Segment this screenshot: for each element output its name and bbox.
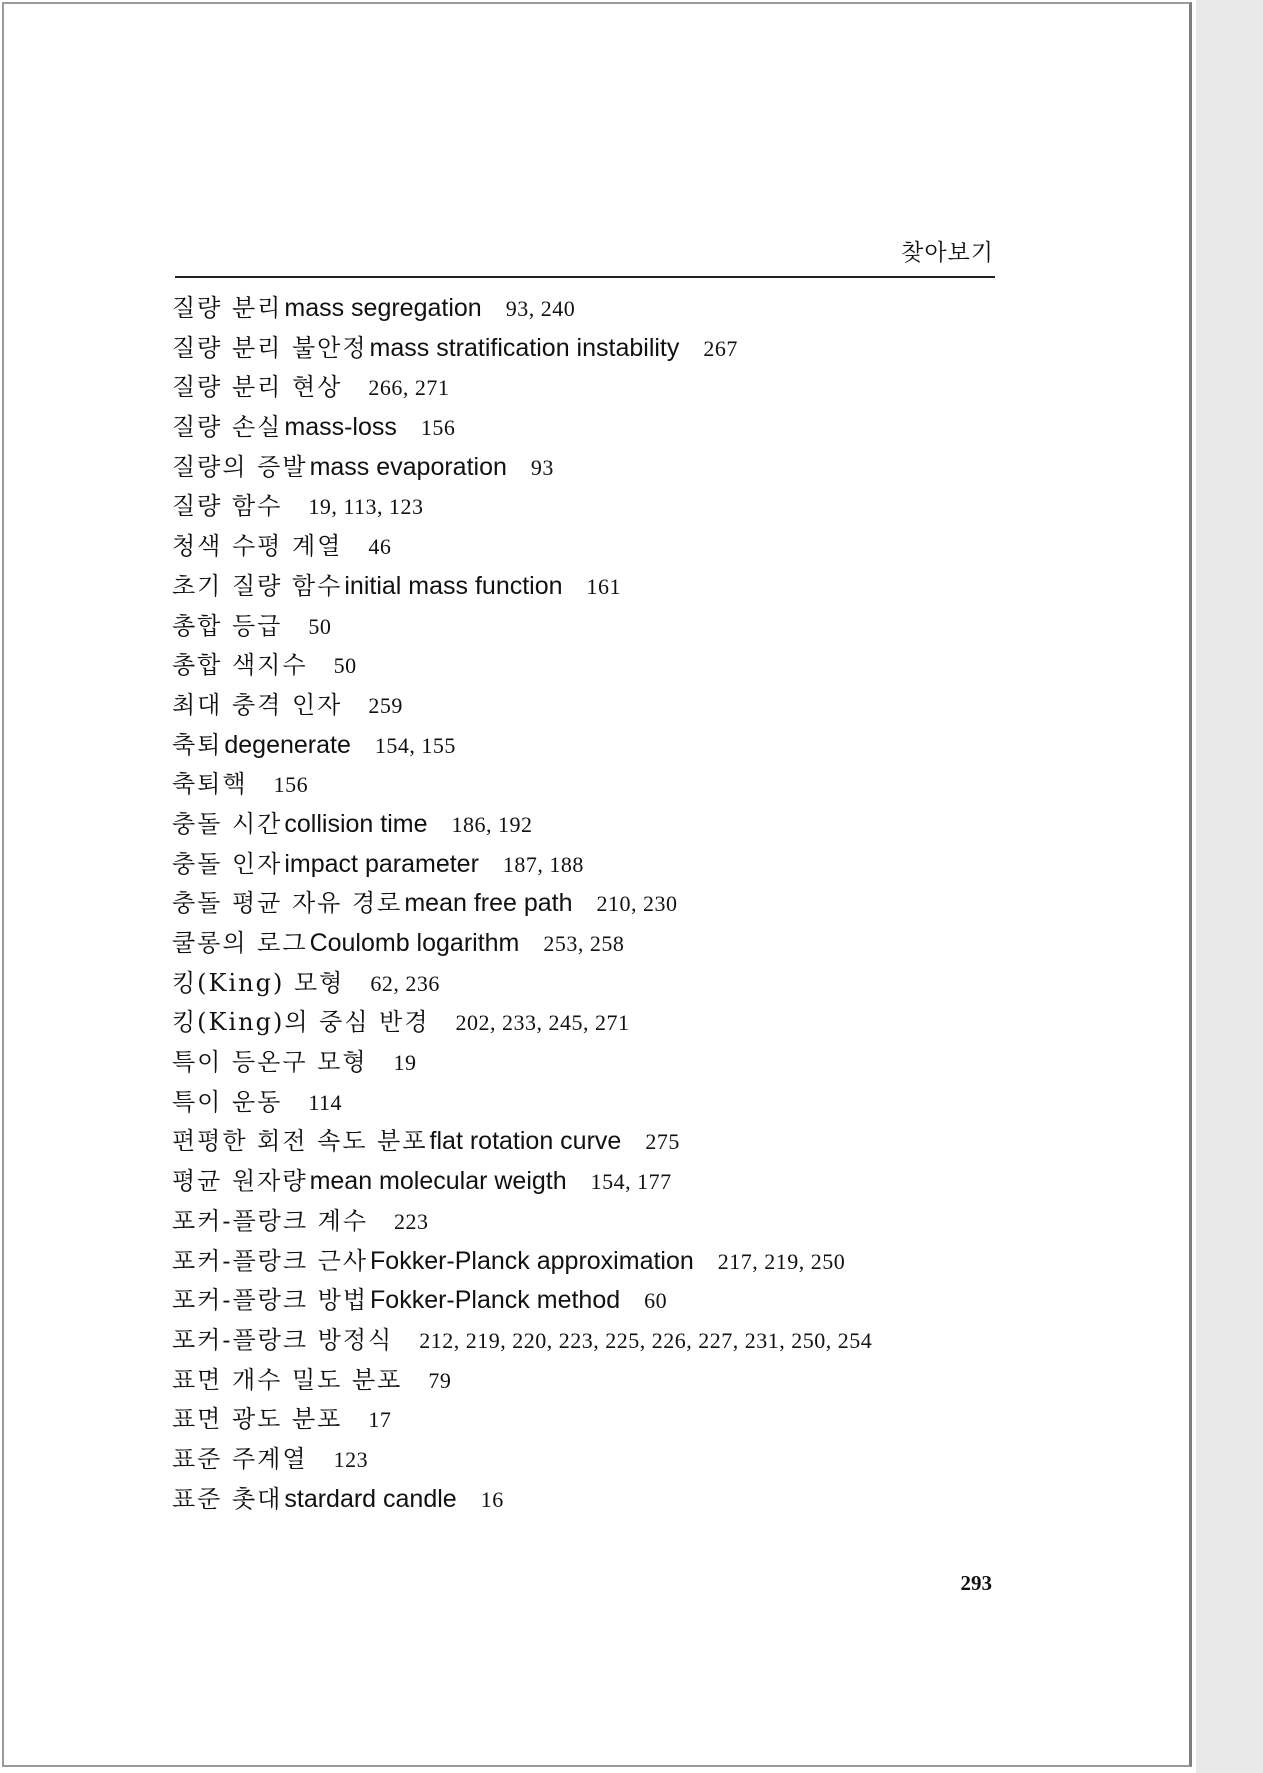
entry-korean-term: 충돌 인자 xyxy=(172,849,283,878)
entry-english-term: collision time xyxy=(284,809,428,838)
entry-korean-term: 축퇴 xyxy=(172,730,223,759)
entry-english-term: degenerate xyxy=(224,730,351,759)
entry-page-refs: 212, 219, 220, 223, 225, 226, 227, 231, 250, 254 xyxy=(419,1327,873,1353)
index-entry xyxy=(172,845,1002,885)
entry-page-refs: 253, 258 xyxy=(543,931,625,956)
entry-korean-term: 충돌 평균 자유 경로 xyxy=(172,889,403,918)
entry-page-refs: 156 xyxy=(420,415,456,441)
entry-page-refs: 114 xyxy=(308,1089,343,1115)
index-entry xyxy=(172,964,1002,1004)
entry-english-term: impact parameter xyxy=(284,849,479,878)
entry-english-term: mean free path xyxy=(404,889,573,918)
entry-page-refs: 223 xyxy=(394,1208,429,1234)
index-entry xyxy=(172,884,1002,924)
entry-korean-term: 질량 손실 xyxy=(172,413,283,442)
entry-korean-term: 포커-플랑크 방법 xyxy=(172,1286,369,1315)
entry-page-refs: 186, 192 xyxy=(451,811,533,837)
entry-page-refs: 275 xyxy=(645,1129,680,1155)
entry-page-refs: 217, 219, 250 xyxy=(717,1248,846,1274)
entry-korean-term: 특이 등온구 모형 xyxy=(172,1048,368,1077)
entry-korean-term: 최대 충격 인자 xyxy=(172,690,343,719)
index-entry xyxy=(172,686,1002,726)
index-entry xyxy=(172,1400,1002,1440)
index-entry xyxy=(172,765,1002,805)
entry-korean-term: 총합 등급 xyxy=(172,611,283,640)
index-entry xyxy=(172,1122,1002,1162)
index-entry xyxy=(172,289,1002,329)
index-list xyxy=(172,289,1002,1519)
index-entry xyxy=(172,1242,1002,1282)
entry-page-refs: 50 xyxy=(308,613,332,639)
entry-english-term: Coulomb logarithm xyxy=(309,929,520,957)
entry-page-refs: 156 xyxy=(273,772,309,798)
entry-english-term: Fokker-Planck method xyxy=(370,1286,621,1315)
entry-page-refs: 19, 113, 123 xyxy=(308,494,424,520)
entry-page-refs: 154, 177 xyxy=(590,1169,672,1195)
entry-page-refs: 93 xyxy=(530,454,554,480)
entry-english-term: mean molecular weigth xyxy=(309,1167,567,1196)
index-entry xyxy=(172,607,1002,647)
entry-korean-term: 총합 색지수 xyxy=(172,651,308,680)
entry-page-refs: 79 xyxy=(428,1367,452,1393)
entry-page-refs: 17 xyxy=(368,1407,392,1433)
index-entry xyxy=(172,567,1002,607)
entry-english-term: mass-loss xyxy=(284,413,397,442)
entry-korean-term: 초기 질량 함수 xyxy=(172,571,343,600)
entry-korean-term: 편평한 회전 속도 분포 xyxy=(172,1127,428,1156)
entry-korean-term: 청색 수평 계열 xyxy=(172,532,343,561)
entry-korean-term: 킹(King) 모형 xyxy=(172,968,345,997)
index-entry xyxy=(172,329,1002,369)
entry-page-refs: 46 xyxy=(368,534,392,560)
entry-korean-term: 표면 광도 분포 xyxy=(172,1405,343,1434)
entry-korean-term: 질량 분리 xyxy=(172,294,283,322)
entry-korean-term: 특이 운동 xyxy=(172,1087,283,1116)
entry-korean-term: 충돌 시간 xyxy=(172,809,283,838)
entry-page-refs: 50 xyxy=(333,653,357,679)
index-entry xyxy=(172,1321,1002,1361)
index-entry xyxy=(172,1202,1002,1242)
index-entry xyxy=(172,1480,1002,1520)
index-entry xyxy=(172,1361,1002,1401)
entry-page-refs: 19 xyxy=(393,1050,417,1076)
header-rule xyxy=(175,276,995,278)
entry-korean-term: 평균 원자량 xyxy=(172,1167,308,1196)
entry-english-term: initial mass function xyxy=(344,571,563,600)
entry-page-refs: 123 xyxy=(333,1446,369,1472)
viewer-gutter xyxy=(1196,0,1263,1773)
index-entry xyxy=(172,1440,1002,1480)
entry-korean-term: 질량 분리 불안정 xyxy=(172,333,368,362)
entry-page-refs: 202, 233, 245, 271 xyxy=(455,1010,630,1036)
entry-korean-term: 쿨롱의 로그 xyxy=(172,929,308,957)
entry-korean-term: 표면 개수 밀도 분포 xyxy=(172,1365,403,1394)
index-entry xyxy=(172,1003,1002,1043)
index-entry xyxy=(172,448,1002,488)
entry-page-refs: 16 xyxy=(480,1486,504,1512)
entry-korean-term: 질량의 증발 xyxy=(172,452,308,481)
entry-english-term: stardard candle xyxy=(284,1484,457,1513)
entry-page-refs: 60 xyxy=(644,1288,668,1314)
entry-korean-term: 축퇴핵 xyxy=(172,770,248,799)
entry-korean-term: 포커-플랑크 계수 xyxy=(172,1206,369,1235)
index-entry xyxy=(172,368,1002,408)
entry-korean-term: 표준 촛대 xyxy=(172,1484,283,1513)
entry-english-term: Fokker-Planck approximation xyxy=(370,1246,694,1275)
entry-korean-term: 질량 함수 xyxy=(172,492,283,521)
entry-english-term: mass stratification instability xyxy=(369,333,680,362)
index-entry xyxy=(172,646,1002,686)
index-entry xyxy=(172,487,1002,527)
entry-page-refs: 154, 155 xyxy=(374,732,456,758)
entry-korean-term: 포커-플랑크 방정식 xyxy=(172,1325,394,1354)
index-entry xyxy=(172,924,1002,964)
index-entry xyxy=(172,1043,1002,1083)
index-entry xyxy=(172,1162,1002,1202)
index-entry xyxy=(172,408,1002,448)
entry-page-refs: 210, 230 xyxy=(596,891,678,917)
entry-english-term: mass segregation xyxy=(284,294,482,322)
entry-korean-term: 포커-플랑크 근사 xyxy=(172,1246,369,1275)
entry-page-refs: 259 xyxy=(368,692,403,718)
entry-english-term: mass evaporation xyxy=(309,452,507,481)
entry-page-refs: 187, 188 xyxy=(502,851,584,877)
entry-korean-term: 표준 주계열 xyxy=(172,1444,308,1473)
entry-korean-term: 킹(King)의 중심 반경 xyxy=(172,1008,430,1037)
entry-page-refs: 267 xyxy=(703,335,738,361)
index-entry xyxy=(172,527,1002,567)
entry-korean-term: 질량 분리 현상 xyxy=(172,373,343,402)
entry-english-term: flat rotation curve xyxy=(429,1127,622,1156)
running-head-title: 찾아보기 xyxy=(901,240,994,266)
index-entry xyxy=(172,1281,1002,1321)
index-entry xyxy=(172,1083,1002,1123)
index-entry xyxy=(172,805,1002,845)
entry-page-refs: 161 xyxy=(586,573,622,599)
entry-page-refs: 266, 271 xyxy=(368,375,450,401)
index-entry xyxy=(172,726,1002,766)
entry-page-refs: 93, 240 xyxy=(505,296,576,321)
entry-page-refs: 62, 236 xyxy=(370,970,440,996)
page-number: 293 xyxy=(960,1571,992,1595)
